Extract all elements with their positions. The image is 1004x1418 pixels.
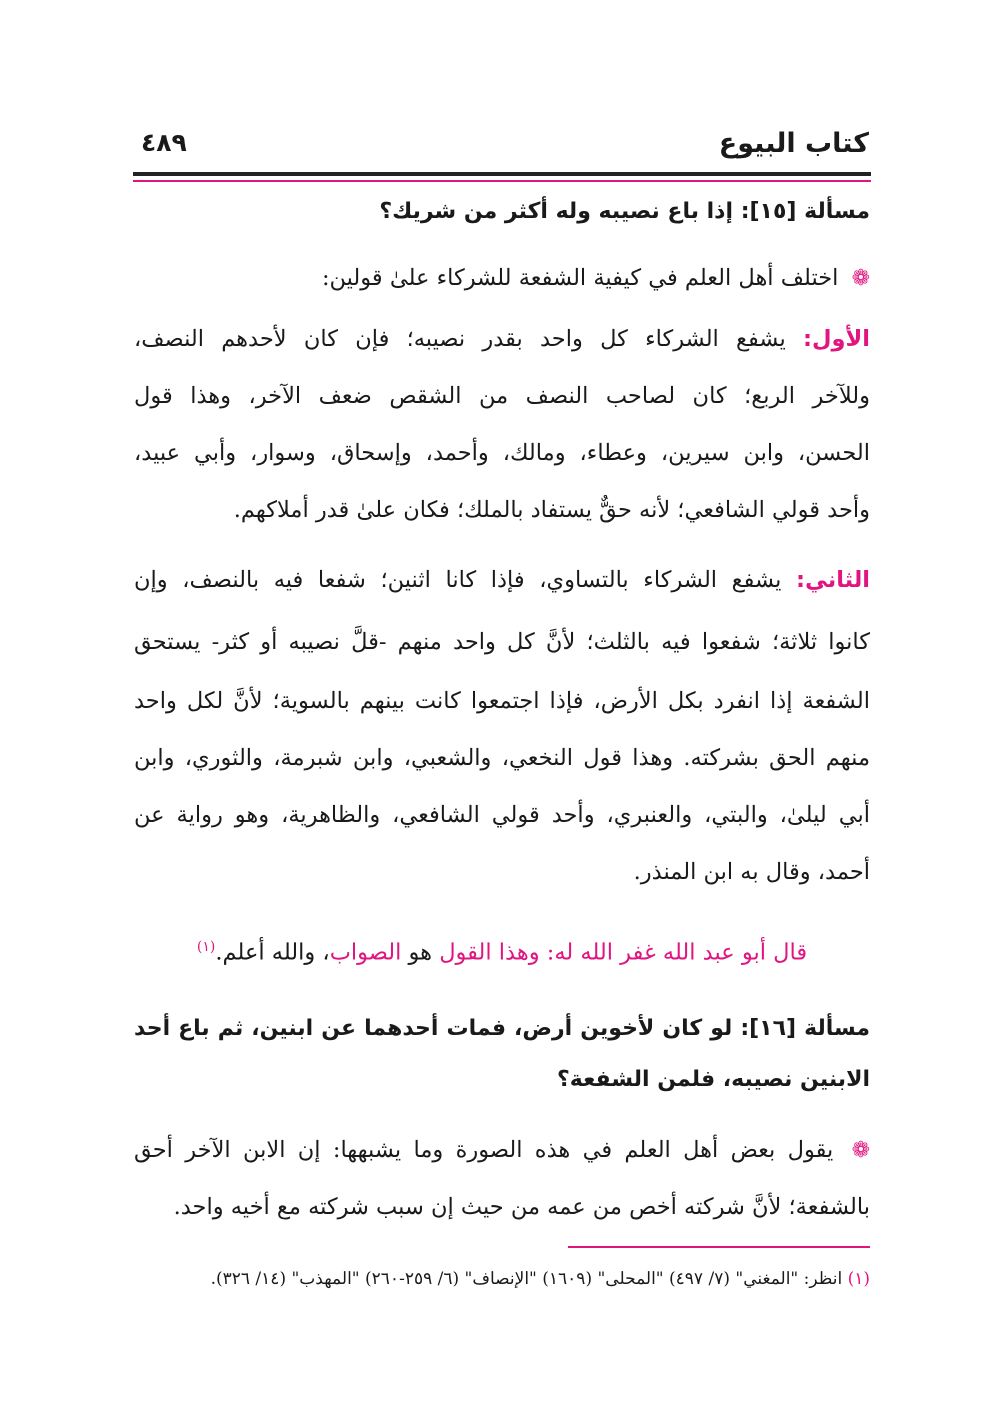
footnote-reference[interactable]: (١) — [196, 939, 216, 955]
first-opinion-line-1 — [134, 324, 870, 354]
chapter-title: كتاب البيوع — [718, 128, 869, 159]
footnote-separator — [568, 1246, 870, 1248]
question-15-heading — [134, 197, 870, 227]
second-opinion-text-1: يشفع الشركاء بالتساوي، فإذا كانا اثنين؛ شفعا فيه بالنصف، وإن — [134, 567, 782, 593]
author-verdict-suffix: ، والله أعلم. — [215, 939, 330, 966]
footnote-number: (١) — [847, 1269, 870, 1289]
paragraph-16-line-1 — [134, 1135, 870, 1166]
second-opinion-line-2: كانوا ثلاثة؛ شفعوا فيه بالثلث؛ لأنَّ كل واحد منهم -قلَّ نصيبه أو كثر- يستحق — [134, 629, 870, 655]
second-opinion-label: الثاني: — [795, 567, 870, 593]
author-verdict — [134, 932, 870, 968]
paragraph-16-text-1: يقول بعض أهل العلم في هذه الصورة وما يشبهها: إن الابن الآخر أحق — [134, 1137, 834, 1163]
first-opinion-line-4: وأحد قولي الشافعي؛ لأنه حقٌّ يستفاد بالملك؛ فكان علىٰ قدر أملاكهم. — [233, 497, 870, 523]
second-opinion-line-6: أحمد، وقال به ابن المنذر. — [633, 859, 870, 885]
first-opinion-text-1: يشفع الشركاء كل واحد بقدر نصيبه؛ فإن كان لأحدهم النصف، — [134, 326, 786, 352]
second-opinion-line-5: أبي ليلىٰ، والبتي، والعنبري، وأحد قولي الشافعي، والظاهرية، وهو رواية عن — [134, 802, 870, 828]
first-opinion-line-2: وللآخر الربع؛ كان لصاحب النصف من الشقص ضعف الآخر، وهذا قول — [134, 383, 870, 409]
header-rule-thin — [133, 180, 871, 182]
first-opinion-line-3: الحسن، وابن سيرين، وعطاء، ومالك، وأحمد، وإسحاق، وسوار، وأبي عبيد، — [134, 440, 870, 466]
footnote-text: انظر: "المغني" (٧/ ٤٩٧) "المحلى" (١٦٠٩) "الإنصاف" (٦/ ٢٥٩-٢٦٠) "المهذب" (١٤/ ٣٢٦). — [210, 1269, 843, 1289]
author-verdict-highlight: وهذا القول — [439, 939, 540, 966]
second-opinion-line-3: الشفعة إذا انفرد بكل الأرض، فإذا اجتمعوا كانت بينهم بالسوية؛ لأنَّ لكل واحد — [134, 688, 870, 714]
footnote — [211, 1267, 870, 1291]
page-number: ٤٨٩ — [141, 128, 187, 157]
author-verdict-highlight-2: الصواب — [329, 939, 402, 966]
question-16-heading-line-1 — [134, 1014, 870, 1044]
header-rule-thick — [133, 172, 871, 176]
second-opinion-line-1 — [134, 565, 870, 595]
page-header — [135, 128, 869, 168]
second-opinion-line-4: منهم الحق بشركته. وهذا قول النخعي، والشعبي، وابن شبرمة، والثوري، وابن — [134, 745, 870, 771]
question-16-label: مسألة [١٦]: — [740, 1016, 870, 1041]
intro-line-1: اختلف أهل العلم في كيفية الشفعة للشركاء علىٰ قولين: — [321, 265, 839, 291]
question-15-label: مسألة [١٥]: — [740, 199, 870, 224]
flower-ornament-icon: ❁ — [851, 266, 870, 291]
question-16-heading-line-2: الابنين نصيبه، فلمن الشفعة؟ — [557, 1067, 870, 1092]
flower-ornament-icon: ❁ — [851, 1138, 870, 1163]
paragraph-16-line-2: بالشفعة؛ لأنَّ شركته أخص من عمه من حيث إن سبب شركته مع أخيه واحد. — [173, 1194, 870, 1220]
first-opinion-label: الأول: — [803, 326, 871, 352]
author-verdict-middle: هو — [408, 939, 433, 966]
intro-paragraph — [134, 263, 870, 294]
question-16-text-1: لو كان لأخوين أرض، فمات أحدهما عن ابنين، ثم باع أحد — [134, 1016, 733, 1041]
author-verdict-prefix: قال أبو عبد الله غفر الله له: — [546, 939, 808, 966]
question-15-text: إذا باع نصيبه وله أكثر من شريك؟ — [379, 199, 734, 224]
